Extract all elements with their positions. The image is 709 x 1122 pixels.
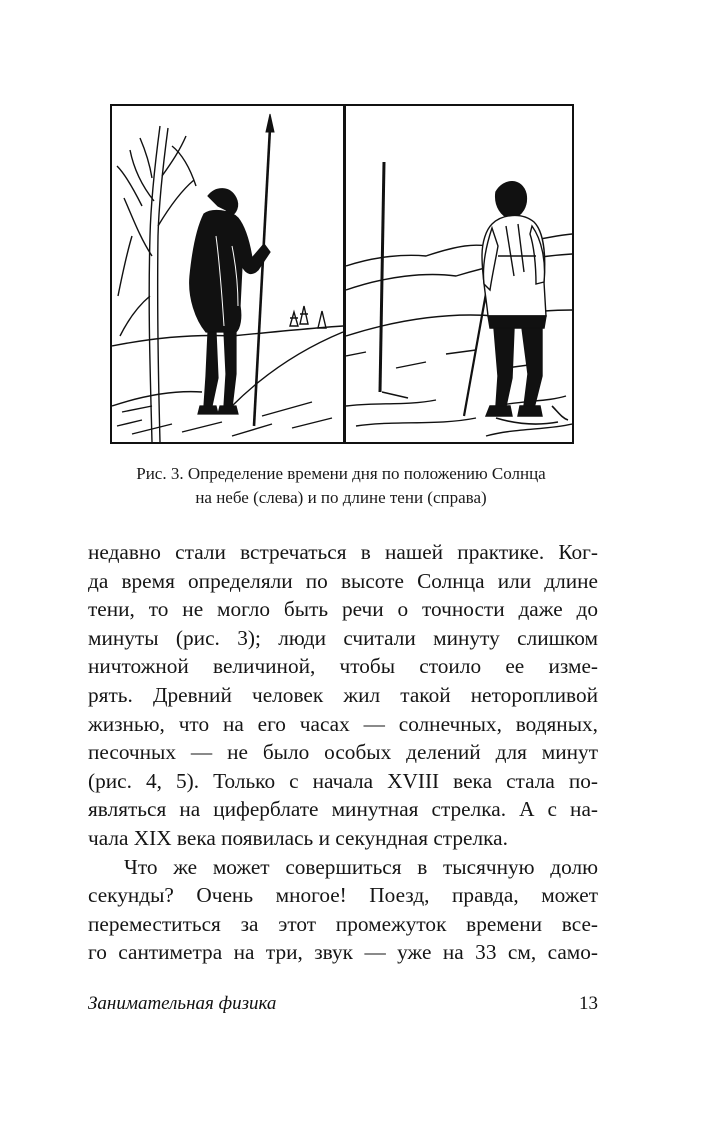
text-line: переместиться за этот промежуток времени все- — [88, 911, 598, 936]
text-line: тени, то не могло быть речи о точности даже до — [88, 597, 598, 622]
text-line: секунды? Очень многое! Поезд, правда, может — [88, 883, 598, 908]
text-line: го сантиметра на три, звук — уже на 33 см, само- — [88, 940, 598, 965]
paragraph-1 — [88, 538, 598, 853]
text-line: жизнью, что на его часах — солнечных, водяных, — [88, 711, 598, 736]
text-line: (рис. 4, 5). Только с начала XVIII века стала по- — [88, 768, 598, 793]
book-title: Занимательная физика — [88, 993, 277, 1014]
caption-line-2: на небе (слева) и по длине тени (справа) — [195, 488, 487, 507]
caption-line-1: Рис. 3. Определение времени дня по положению Солнца — [136, 464, 546, 483]
page-number: 13 — [579, 993, 598, 1014]
text-line: минуты (рис. 3); люди считали минуту слишком — [88, 625, 598, 650]
figure-3 — [110, 104, 574, 444]
figure-caption — [80, 462, 602, 510]
text-line: песочных — не было особых делений для минут — [88, 740, 598, 765]
page-footer — [88, 993, 598, 1015]
text-line: да время определяли по высоте Солнца или длине — [88, 568, 598, 593]
text-line: рять. Древний человек жил такой неторопливой — [88, 682, 598, 707]
text-line: являться на циферблате минутная стрелка. А с на- — [88, 797, 598, 822]
text-line: недавно стали встречаться в нашей практике. Ког- — [88, 540, 598, 564]
man-with-spear-illustration — [112, 106, 343, 442]
figure-left-panel — [112, 106, 346, 442]
text-line: ничтожной величиной, чтобы стоило ее изме- — [88, 654, 598, 679]
man-with-pole-illustration — [346, 106, 572, 442]
text-line: чала XIX века появилась и секундная стрелка. — [88, 825, 508, 850]
body-text — [88, 538, 598, 967]
figure-right-panel — [346, 106, 572, 442]
paragraph-2 — [88, 853, 598, 967]
text-line: Что же может совершиться в тысячную долю — [124, 854, 598, 879]
